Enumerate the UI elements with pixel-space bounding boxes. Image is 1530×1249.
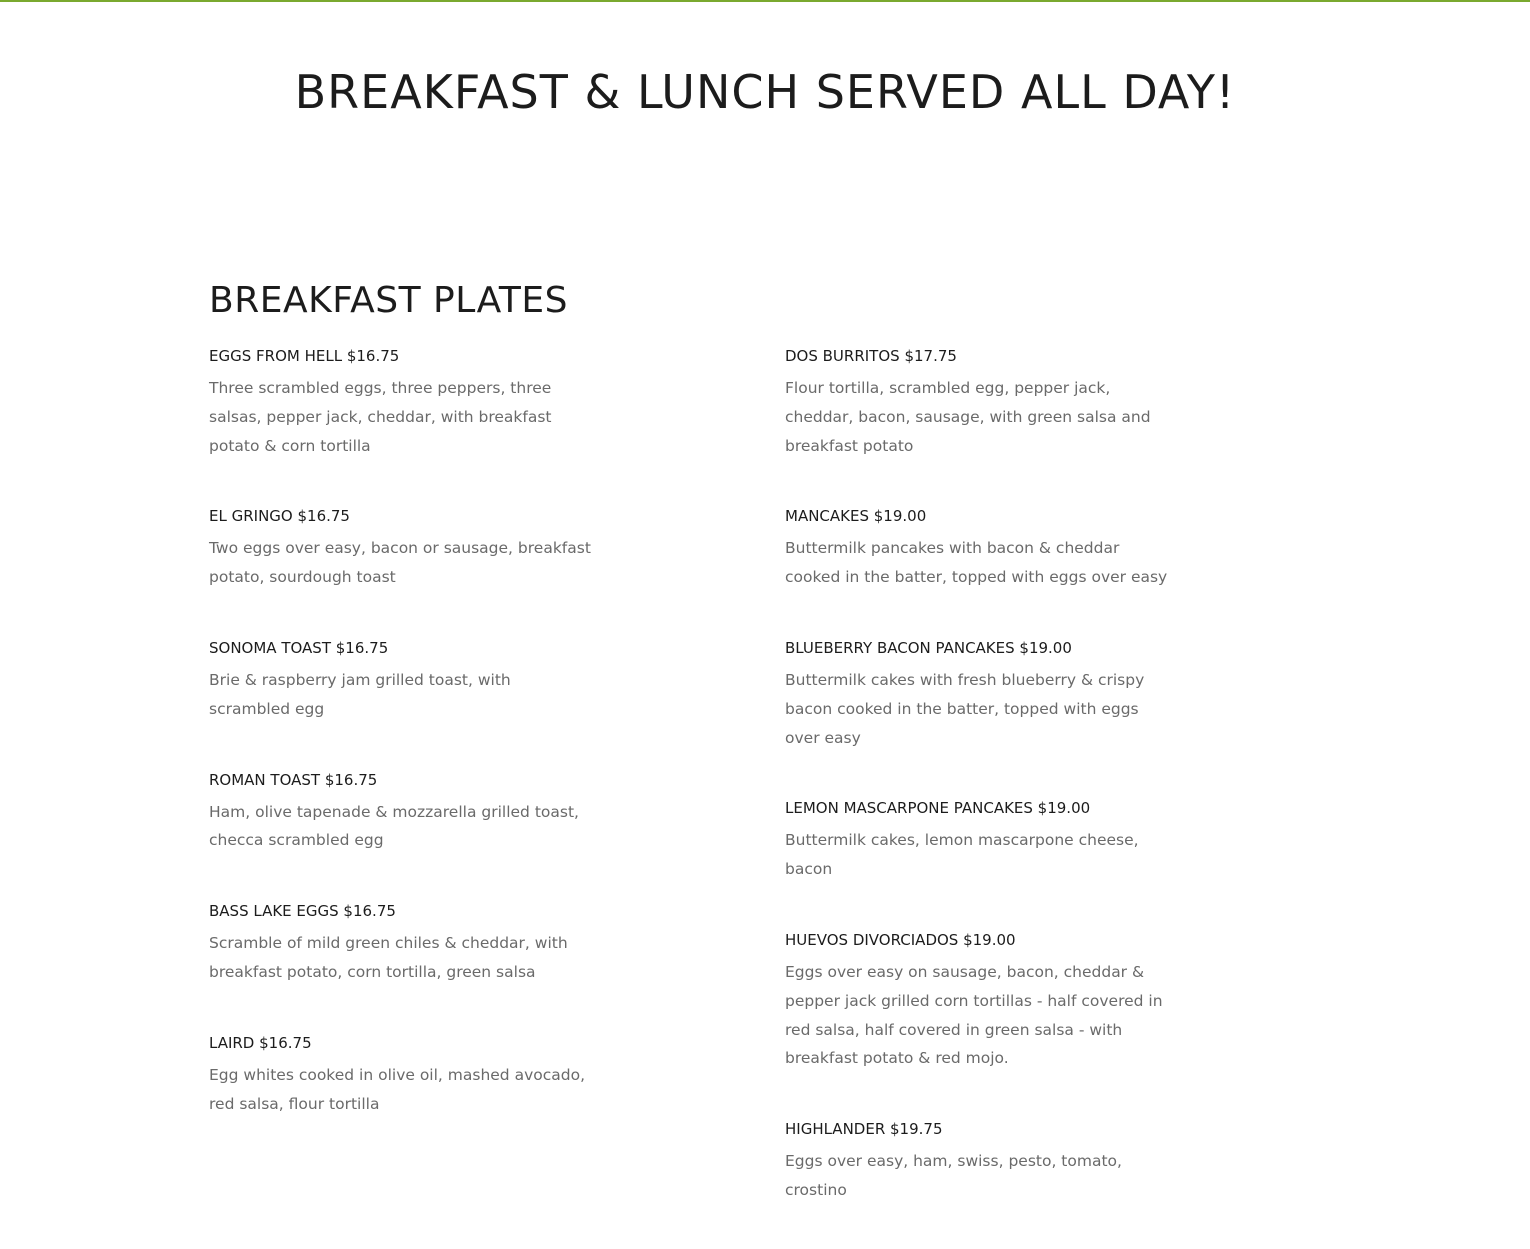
menu-item — [785, 928, 1180, 1073]
menu-item-description: Eggs over easy on sausage, bacon, cheddar & pepper jack grilled corn tortillas - half covered in red salsa, half covered in green salsa - with breakfast potato & red mojo. — [785, 962, 1163, 1068]
menu-item — [785, 504, 1180, 592]
menu-item-name: LEMON MASCARPONE PANCAKES $19.00 — [785, 799, 1091, 818]
menu-item-name: BLUEBERRY BACON PANCAKES $19.00 — [785, 638, 1072, 657]
menu-item — [209, 636, 604, 724]
top-accent-bar — [0, 0, 1530, 2]
menu-item-description: Three scrambled eggs, three peppers, three salsas, pepper jack, cheddar, with breakfast potato & corn tortilla — [209, 379, 552, 455]
menu-item-name: SONOMA TOAST $16.75 — [209, 638, 389, 657]
menu-item-name: HUEVOS DIVORCIADOS $19.00 — [785, 930, 1016, 949]
menu-item-description: Scramble of mild green chiles & cheddar, with breakfast potato, corn tortilla, green salsa — [209, 934, 568, 981]
menu-item-description: Eggs over easy, ham, swiss, pesto, tomato, crostino — [785, 1152, 1122, 1199]
menu-item — [785, 1117, 1180, 1205]
menu-item-description: Buttermilk cakes, lemon mascarpone cheese, bacon — [785, 831, 1139, 879]
menu-column-left — [209, 344, 604, 1162]
menu-item-name: DOS BURRITOS $17.75 — [785, 347, 957, 365]
menu-item-name: BASS LAKE EGGS $16.75 — [209, 902, 396, 921]
menu-item-description: Brie & raspberry jam grilled toast, with scrambled egg — [209, 670, 511, 718]
menu-item-name: EL GRINGO $16.75 — [209, 507, 350, 526]
menu-item — [209, 768, 604, 856]
menu-item-description: Two eggs over easy, bacon or sausage, breakfast potato, sourdough toast — [209, 539, 591, 587]
menu-item-description: Buttermilk cakes with fresh blueberry & crispy bacon cooked in the batter, topped with eggs over easy — [785, 670, 1145, 747]
menu-item-name: ROMAN TOAST $16.75 — [209, 770, 378, 789]
menu-item — [209, 344, 604, 460]
menu-item-name: LAIRD $16.75 — [209, 1033, 312, 1052]
menu-item-name: MANCAKES $19.00 — [785, 507, 927, 526]
menu-column-right — [785, 344, 1180, 1249]
menu-item — [209, 504, 604, 592]
menu-item — [209, 899, 604, 987]
menu-item-name: EGGS FROM HELL $16.75 — [209, 347, 400, 365]
menu-item — [785, 344, 1180, 460]
menu-item — [785, 636, 1180, 752]
menu-item — [209, 1031, 604, 1119]
section-title: BREAKFAST PLATES — [209, 280, 569, 321]
page-title: BREAKFAST & LUNCH SERVED ALL DAY! — [294, 65, 1236, 119]
menu-item — [785, 796, 1180, 884]
menu-item-description: Flour tortilla, scrambled egg, pepper jack, cheddar, bacon, sausage, with green salsa and breakfast potato — [785, 379, 1151, 455]
menu-item-name: HIGHLANDER $19.75 — [785, 1120, 943, 1139]
menu-item-description: Ham, olive tapenade & mozzarella grilled toast, checca scrambled egg — [209, 802, 579, 850]
menu-item-description: Egg whites cooked in olive oil, mashed avocado, red salsa, flour tortilla — [209, 1065, 585, 1113]
menu-item-description: Buttermilk pancakes with bacon & cheddar cooked in the batter, topped with eggs over easy — [785, 539, 1168, 587]
